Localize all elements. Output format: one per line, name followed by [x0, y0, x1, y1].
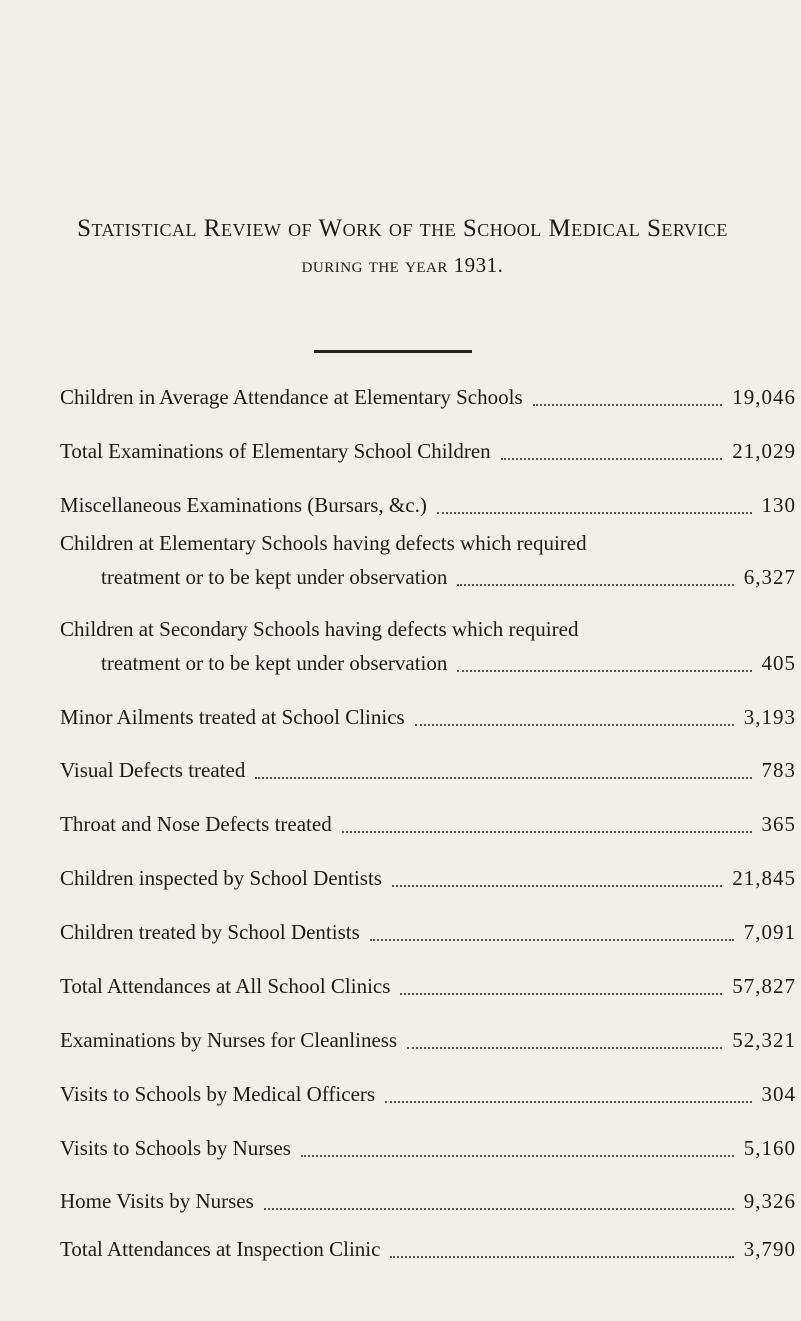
stat-value: 130	[761, 493, 796, 517]
stat-label: Total Examinations of Elementary School Children	[60, 439, 491, 463]
stat-row-secondary-defects-line1	[60, 612, 770, 646]
stat-label: Children at Secondary Schools having defects which required	[60, 617, 579, 641]
stat-row-visual-defects	[60, 753, 796, 787]
dot-leader	[342, 829, 752, 833]
stat-label: Throat and Nose Defects treated	[60, 812, 332, 836]
stat-label: Examinations by Nurses for Cleanliness	[60, 1028, 398, 1052]
stat-row-miscellaneous-examinations	[60, 488, 796, 522]
dot-leader	[437, 510, 752, 514]
page-subtitle: during the year 1931.	[301, 253, 504, 277]
dot-leader	[415, 722, 734, 726]
stat-label: Miscellaneous Examinations (Bursars, &c.)	[60, 493, 427, 517]
dot-leader	[370, 937, 734, 941]
stat-value: 19,046	[732, 385, 796, 409]
stat-row-dental-treatments	[60, 915, 796, 949]
stat-label: Children at Elementary Schools having defects which required	[60, 531, 587, 555]
stat-value: 6,327	[743, 565, 796, 589]
stat-value: 3,193	[743, 705, 796, 729]
stat-row-inspection-clinic-attendances	[60, 1232, 796, 1266]
dot-leader	[301, 1153, 734, 1157]
stat-value: 5,160	[743, 1136, 796, 1160]
stat-row-average-attendance	[60, 380, 796, 414]
stat-value: 3,790	[743, 1237, 796, 1261]
stat-label: Visual Defects treated	[60, 758, 246, 782]
stat-row-elementary-defects-line1	[60, 526, 770, 560]
dot-leader	[457, 582, 733, 586]
stat-label: Total Attendances at Inspection Clinic	[60, 1237, 381, 1261]
dot-leader	[407, 1045, 722, 1049]
stat-value: 21,029	[732, 439, 796, 463]
stat-value: 405	[761, 651, 796, 675]
stat-label-continued: treatment or to be kept under observation	[101, 651, 448, 675]
stat-value: 304	[761, 1082, 796, 1106]
stat-label: Children in Average Attendance at Elementary Schools	[60, 385, 523, 409]
dot-leader	[533, 402, 723, 406]
stat-label: Home Visits by Nurses	[60, 1189, 254, 1213]
dot-leader	[390, 1254, 733, 1258]
stat-value: 57,827	[732, 974, 796, 998]
stat-row-elementary-defects	[60, 560, 796, 594]
stat-label-continued: treatment or to be kept under observation	[101, 565, 448, 589]
stat-row-secondary-defects	[60, 646, 796, 680]
stat-label: Visits to Schools by Medical Officers	[60, 1082, 376, 1106]
stat-label: Children treated by School Dentists	[60, 920, 360, 944]
stat-row-nurse-school-visits	[60, 1131, 796, 1165]
dot-leader	[385, 1099, 751, 1103]
title-divider	[314, 350, 472, 353]
dot-leader	[392, 883, 722, 887]
stat-value: 365	[761, 812, 796, 836]
stat-value: 9,326	[743, 1189, 796, 1213]
stat-row-clinic-attendances	[60, 969, 796, 1003]
stat-label: Minor Ailments treated at School Clinics	[60, 705, 405, 729]
stat-value: 52,321	[732, 1028, 796, 1052]
page-title: Statistical Review of Work of the School Medical Service	[77, 215, 728, 242]
dot-leader	[400, 991, 722, 995]
stat-row-cleanliness-examinations	[60, 1023, 796, 1057]
stat-value: 7,091	[743, 920, 796, 944]
stat-value: 783	[761, 758, 796, 782]
dot-leader	[264, 1206, 734, 1210]
stat-row-minor-ailments	[60, 700, 796, 734]
stat-label: Visits to Schools by Nurses	[60, 1136, 291, 1160]
stat-row-home-visits	[60, 1184, 796, 1218]
dot-leader	[457, 668, 751, 672]
stat-label: Children inspected by School Dentists	[60, 866, 382, 890]
stat-row-dental-inspections	[60, 861, 796, 895]
stat-row-total-examinations	[60, 434, 796, 468]
stat-row-medical-officer-visits	[60, 1077, 796, 1111]
stat-row-throat-nose-defects	[60, 807, 796, 841]
dot-leader	[255, 775, 751, 779]
stat-label: Total Attendances at All School Clinics	[60, 974, 391, 998]
dot-leader	[501, 456, 723, 460]
stat-value: 21,845	[732, 866, 796, 890]
